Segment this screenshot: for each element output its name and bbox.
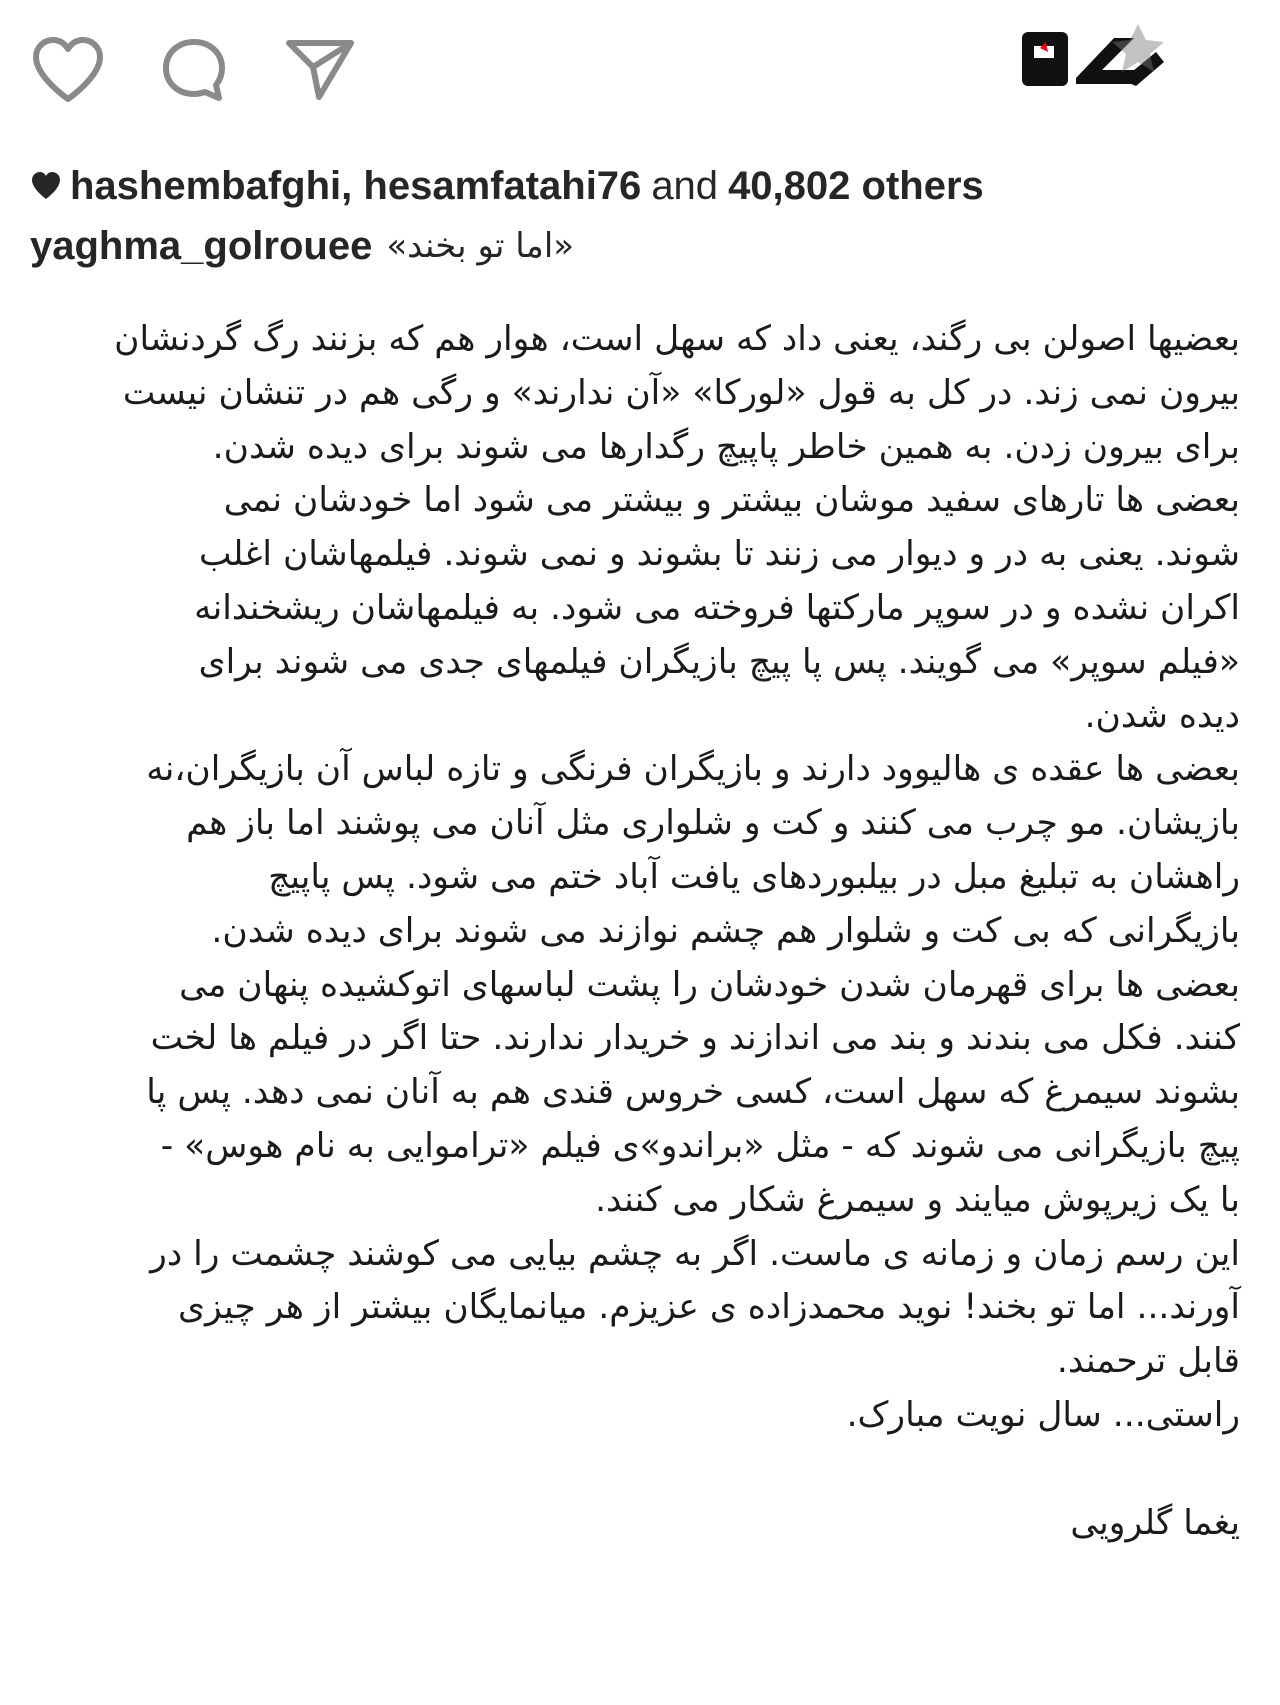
caption-title: «اما تو بخند» — [386, 226, 575, 266]
likes-summary — [30, 162, 984, 210]
caption-line: اکران نشده و در سوپر مارکتها فروخته می شود. به فیلمهاشان ریشخندانه — [194, 587, 1240, 628]
like-button[interactable] — [28, 30, 108, 110]
likes-others-count[interactable]: 40,802 others — [728, 164, 984, 208]
caption-header — [30, 222, 574, 270]
caption-line: بعضی ها تارهای سفید موشان بیشتر و بیشتر می شود اما خودشان نمی — [223, 480, 1240, 521]
caption-line: بازیشان. مو چرب می کنند و کت و شلواری مثل آنان می پوشند اما باز هم — [186, 803, 1240, 844]
caption-line: بشوند سیمرغ که سهل است، کسی خروس قندی هم به آنان نمی دهد. پس پا — [146, 1072, 1240, 1113]
caption-line: بازیگرانی که بی کت و شلوار هم چشم نوازند می شوند برای دیده شدن. — [211, 910, 1240, 951]
caption-signature: یغما گلرویی — [1070, 1502, 1240, 1543]
caption-line: بعضیها اصولن بی رگند، یعنی داد که سهل است، هوار هم که بزنند رگ گردنشان — [114, 319, 1240, 359]
caption-line: «فیلم سوپر» می گویند. پس پا پیچ بازیگران فیلمهای جدی می شوند برای — [198, 641, 1240, 682]
caption-line: بعضی ها برای قهرمان شدن خودشان را پشت لباسهای اتوکشیده پنهان می — [179, 964, 1240, 1005]
caption-line: بیرون نمی زند. در کل به قول «لورکا» «آن ندارند» و رگی هم در تنشان نیست — [122, 372, 1240, 413]
caption-line: با یک زیرپوش میایند و سیمرغ شکار می کنند. — [595, 1179, 1240, 1220]
heart-filled-icon — [30, 171, 62, 201]
caption-blank-line — [28, 1443, 1240, 1497]
caption-line: قابل ترحمند. — [1056, 1341, 1240, 1382]
post-action-bar — [28, 30, 360, 110]
caption-line: آورند... اما تو بخند! نوید محمدزاده ی عزیزم. میانمایگان بیشتر از هر چیزی — [177, 1287, 1240, 1328]
share-button[interactable] — [280, 30, 360, 110]
caption-line: برای بیرون زدن. به همین خاطر پاپیچ رگدارها می شوند برای دیده شدن. — [212, 426, 1240, 467]
caption-line: این رسم زمان و زمانه ی ماست. اگر به چشم بیایی می کوشند چشمت را در — [150, 1233, 1240, 1274]
caption-line: دیده شدن. — [1084, 695, 1240, 736]
caption-line: شوند. یعنی به در و دیوار می زنند تا بشوند و نمی شوند. فیلمهاشان اغلب — [199, 534, 1240, 575]
liker-username-2[interactable]: hesamfatahi76 — [363, 164, 642, 208]
liker-username-1[interactable]: hashembafghi, — [70, 164, 353, 208]
paper-plane-icon — [285, 37, 355, 103]
caption-line: کنند. فکل می بندند و بند می اندازند و خریدار ندارند. حتا اگر در فیلم ها لخت — [150, 1018, 1240, 1059]
caption-username[interactable]: yaghma_golrouee — [30, 224, 373, 268]
comment-bubble-icon — [161, 37, 227, 103]
caption-line: بعضی ها عقده ی هالیوود دارند و بازیگران فرنگی و تازه لباس آن بازیگران،نه — [146, 749, 1240, 790]
caption-line: راهشان به تبلیغ مبل در بیلبوردهای یافت آباد ختم می شود. پس پاپیچ — [268, 856, 1240, 897]
comment-button[interactable] — [154, 30, 234, 110]
rokna-logo — [1018, 18, 1168, 106]
caption-line: راستی... سال نویت مبارک. — [846, 1394, 1240, 1435]
caption-line: پیچ بازیگرانی می شوند که - مثل «براندو»ی فیلم «تراموایی به نام هوس» - — [160, 1125, 1240, 1166]
heart-outline-icon — [32, 37, 104, 103]
likes-conjunction: and — [651, 164, 719, 208]
caption-body — [28, 313, 1240, 1550]
